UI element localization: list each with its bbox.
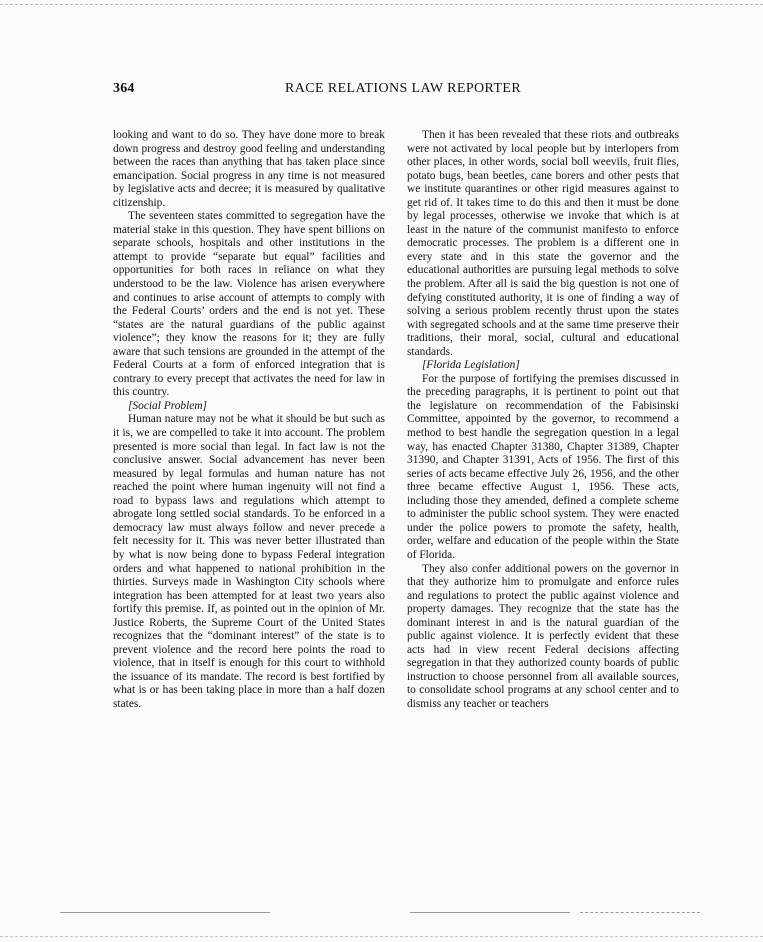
paragraph: Then it has been revealed that these riots and outbreaks were not activated by local people but by interlopers from other places, in other words, social boll weevils, fruit flies, potato bugs, bean beetles, cane borers and other pests that we institute quarantines or other rigid measures against to get rid of. It takes time to do this and then it must be done by legal processes, otherwise we invoke that which is at least in the nature of the communist manifesto to enforce democratic processes. The problem is a different one in every state and in this state the governor and the educational authorities are pursuing legal methods to solve the problem. After all is said the big question is not one of defying constituted authority, it is one of finding a way of solving a serious problem recently thrust upon the states with segregated schools and at the same time preserve their traditions, their moral, social, cultural and educational standards. [407, 129, 679, 358]
paragraph: The seventeen states committed to segregation have the material stake in this question. They have spent billions on separate schools, hospitals and other institutions in the attempt to provide “separate but equal” facilities and opportunities for both races in reliance on what they understood to be the law. Violence has arisen everywhere and continues to arise account of attempts to comply with the Federal Courts’ orders and the end is not yet. These “states are the natural guardians of the public against violence”; they know the reasons for it; they are fully aware that such tensions are grounded in the attempt of the Federal Courts at a form of enforced integration that is contrary to every precept that activates the need for law in this country. [113, 210, 385, 399]
footer-scan-mark [60, 912, 270, 913]
paragraph: looking and want to do so. They have done more to break down progress and destroy good feeling and understanding between the races than anything that has taken place since emancipation. Social progress in any time is not measured by legislative acts and decree; it is measured by qualitative citizenship. [113, 129, 385, 209]
right-column [407, 129, 679, 712]
bottom-scan-edge [0, 936, 763, 937]
paragraph: For the purpose of fortifying the premises discussed in the preceding paragraphs, it is pertinent to point out that the legislature on recommendation of the Fabisinski Committee, appointed by the governor, to recommend a method to best handle the segregation question in a legal way, has enacted Chapter 31380, Chapter 31389, Chapter 31390, and Chapter 31391, Acts of 1956. The first of this series of acts became effective July 26, 1956, and the other three became effective August 1, 1956. These acts, including those they amended, defined a complete scheme to administer the public school system. They were enacted under the police powers to promote the safety, health, order, welfare and education of the people within the State of Florida. [407, 372, 679, 561]
footer-scan-mark [410, 912, 570, 913]
section-heading-social-problem: [Social Problem] [128, 399, 207, 412]
paragraph: Human nature may not be what it should be but such as it is, we are compelled to take it into account. The problem presented is more social than legal. In fact law is not the conclusive answer. Social advancement has never been measured by legal formulas and human nature has not reached the point where human ingenuity will not find a road to bypass laws and regulations which attempt to abrogate long settled social standards. To be enforced in a democracy law must always follow and never precede a felt necessity for it. This was never better illustrated than by what is now being done to bypass Federal integration orders and what happened to national prohibition in the thirties. Surveys made in Washington City schools where integration has been attempted for at least two years also fortify this premise. If, as pointed out in the opinion of Mr. Justice Roberts, the Supreme Court of the United States recognizes that the “dominant interest” of the state is to prevent violence and the record here points the road to violence, that in itself is enough for this court to withhold the issuance of its mandate. The record is best fortified by what is or has been taking place in more than a half dozen states. [113, 413, 385, 710]
paragraph: They also confer additional powers on the governor in that they authorize him to promulgate and enforce rules and regulations to protect the public against violence and property damages. They recognize that the state has the dominant interest in and is the natural guardian of the public against violence. It is perfectly evident that these acts had in view recent Federal decisions affecting segregation in that they authorized county boards of public instruction to choose personnel from all available sources, to consolidate school programs at any school center and to dismiss any teacher or teachers [407, 562, 679, 710]
page-number: 364 [113, 81, 135, 96]
footer-scan-mark [580, 912, 700, 913]
page-header [113, 81, 693, 101]
left-column [113, 129, 385, 712]
top-scan-edge [0, 4, 763, 5]
section-heading-florida-legislation: [Florida Legislation] [422, 359, 520, 372]
running-title: RACE RELATIONS LAW REPORTER [285, 81, 522, 96]
